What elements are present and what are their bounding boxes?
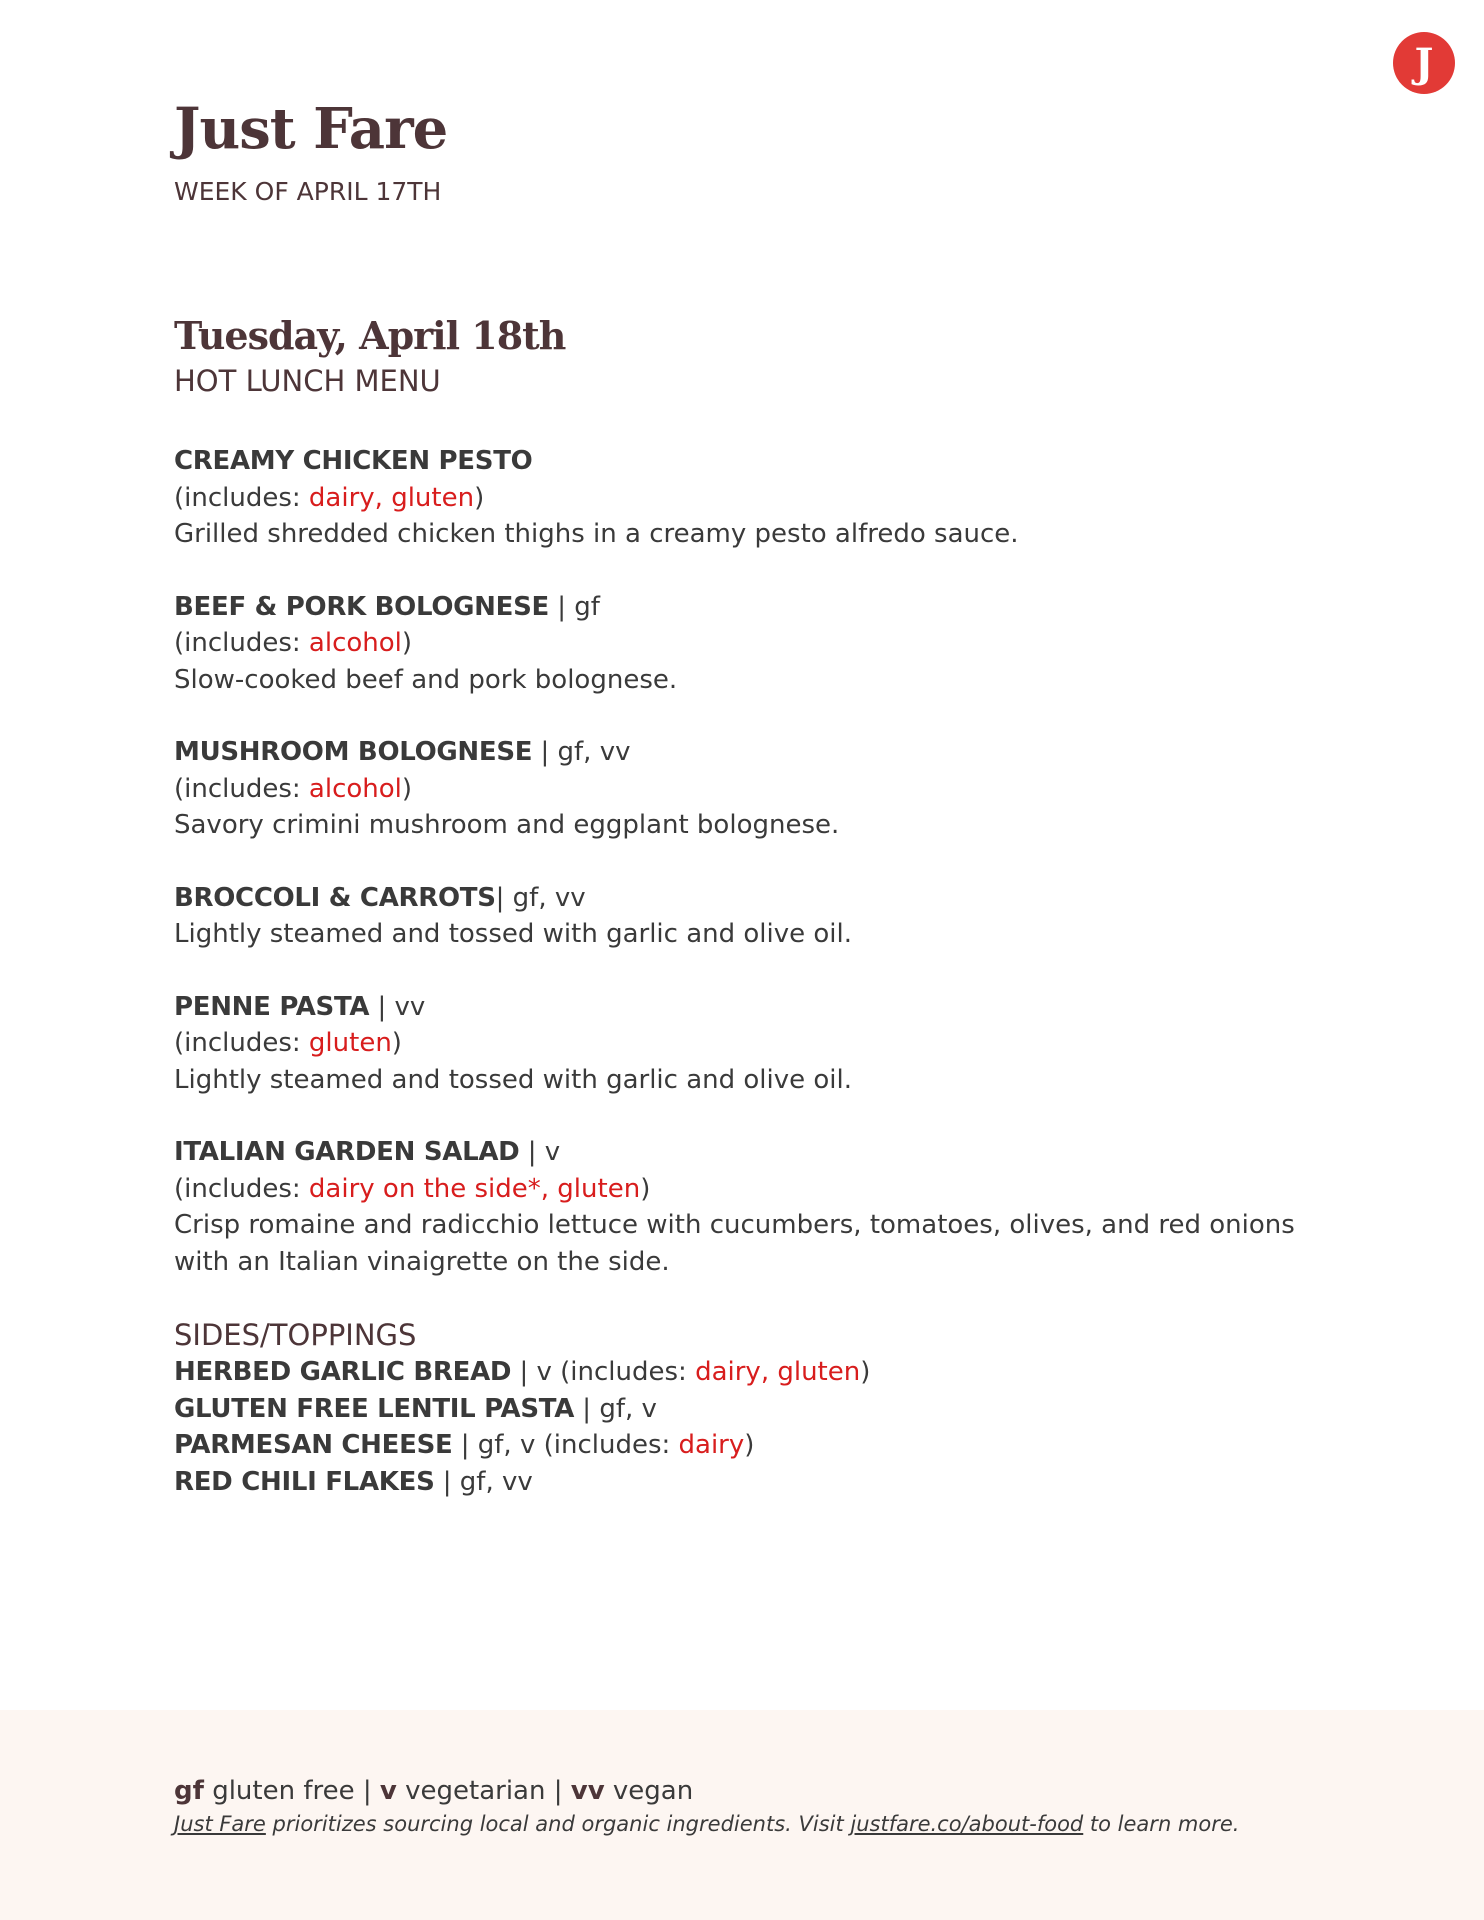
side-name: PARMESAN CHEESE <box>174 1430 453 1460</box>
item-tags: | gf, vv <box>495 882 586 913</box>
item-description: Lightly steamed and tossed with garlic and olive oil. <box>174 919 853 949</box>
item-allergens: alcohol <box>308 773 402 804</box>
side-item <box>174 1354 1324 1391</box>
sourcing-note <box>174 1810 1239 1838</box>
includes-suffix: ) <box>401 628 413 658</box>
note-text-end: to learn more. <box>1083 1812 1240 1836</box>
includes-prefix: (includes: <box>174 773 309 804</box>
item-tags: | gf <box>548 591 600 622</box>
item-allergens: alcohol <box>308 628 402 658</box>
item-description: Lightly steamed and tossed with garlic and olive oil. <box>174 1064 853 1095</box>
includes-prefix: (includes: <box>174 628 309 658</box>
side-tags: | gf, v (includes: <box>452 1430 679 1460</box>
includes-suffix: ) <box>401 773 413 804</box>
sides-heading: SIDES/TOPPINGS <box>174 1318 417 1352</box>
item-name: BROCCOLI & CARROTS <box>174 882 496 913</box>
legend-gf-text: gluten free | <box>203 1776 380 1806</box>
item-name: MUSHROOM BOLOGNESE <box>174 737 533 767</box>
legend-vv-text: vegan <box>604 1776 694 1806</box>
item-tags: | vv <box>369 991 426 1022</box>
includes-prefix: (includes: <box>174 482 309 513</box>
side-allergens: dairy, gluten <box>695 1357 861 1387</box>
item-allergens: gluten <box>308 1028 392 1058</box>
menu-item <box>174 443 1324 553</box>
item-name: BEEF & PORK BOLOGNESE <box>174 591 549 622</box>
menu-item <box>174 989 1324 1099</box>
item-name: ITALIAN GARDEN SALAD <box>174 1137 520 1167</box>
item-description: Slow-cooked beef and pork bolognese. <box>174 664 678 695</box>
item-tags: | v <box>519 1137 561 1167</box>
side-allergens: dairy <box>678 1430 745 1460</box>
side-tags: | v (includes: <box>511 1357 696 1387</box>
side-name: GLUTEN FREE LENTIL PASTA <box>174 1393 575 1424</box>
item-name: PENNE PASTA <box>174 991 370 1022</box>
menu-item <box>174 880 1324 953</box>
item-description: Savory crimini mushroom and eggplant bolognese. <box>174 810 840 840</box>
menu-item <box>174 734 1324 844</box>
side-item <box>174 1391 1324 1428</box>
includes-suffix: ) <box>640 1173 651 1204</box>
note-text: prioritizes sourcing local and organic ingredients. Visit <box>265 1812 851 1836</box>
side-suffix: ) <box>860 1357 871 1387</box>
includes-prefix: (includes: <box>174 1028 309 1058</box>
includes-suffix: ) <box>474 482 485 513</box>
item-allergens: dairy on the side*, gluten <box>308 1173 641 1204</box>
side-name: HERBED GARLIC BREAD <box>174 1357 512 1387</box>
item-tags: | gf, vv <box>532 737 631 767</box>
week-label: WEEK OF APRIL 17TH <box>174 177 442 206</box>
about-food-link[interactable]: justfare.co/about-food <box>850 1812 1084 1836</box>
legend-gf-key: gf <box>174 1776 204 1806</box>
item-allergens: dairy, gluten <box>308 482 475 513</box>
menu-item <box>174 1134 1324 1280</box>
menu-label: HOT LUNCH MENU <box>174 364 441 398</box>
brand-logo-letter: J <box>1414 40 1434 87</box>
item-name: CREAMY CHICKEN PESTO <box>174 446 533 476</box>
legend-v-text: vegetarian | <box>396 1776 571 1806</box>
legend-vv-key: vv <box>570 1776 605 1806</box>
footer <box>0 1710 1484 1920</box>
page-title: Just Fare <box>174 96 448 162</box>
side-tags: | gf, vv <box>434 1466 533 1497</box>
item-description: Grilled shredded chicken thighs in a creamy pesto alfredo sauce. <box>174 519 1019 549</box>
menu-item <box>174 589 1324 699</box>
side-item <box>174 1427 1324 1464</box>
side-name: RED CHILI FLAKES <box>174 1466 435 1497</box>
side-suffix: ) <box>744 1430 755 1460</box>
side-item <box>174 1464 1324 1501</box>
diet-legend <box>174 1774 693 1808</box>
side-tags: | gf, v <box>574 1393 657 1424</box>
sides-section <box>174 1316 1324 1500</box>
includes-prefix: (includes: <box>174 1173 309 1204</box>
menu-items <box>174 443 1324 1280</box>
item-description: Crisp romaine and radicchio lettuce with cucumbers, tomatoes, olives, and red onions with an Italian vinaigrette on the side. <box>174 1210 1295 1277</box>
legend-v-key: v <box>379 1776 397 1806</box>
includes-suffix: ) <box>391 1028 402 1058</box>
brand-link[interactable]: Just Fare <box>174 1812 266 1836</box>
day-heading: Tuesday, April 18th <box>174 313 566 358</box>
menu-document <box>174 94 1324 1500</box>
brand-logo <box>1393 32 1455 94</box>
